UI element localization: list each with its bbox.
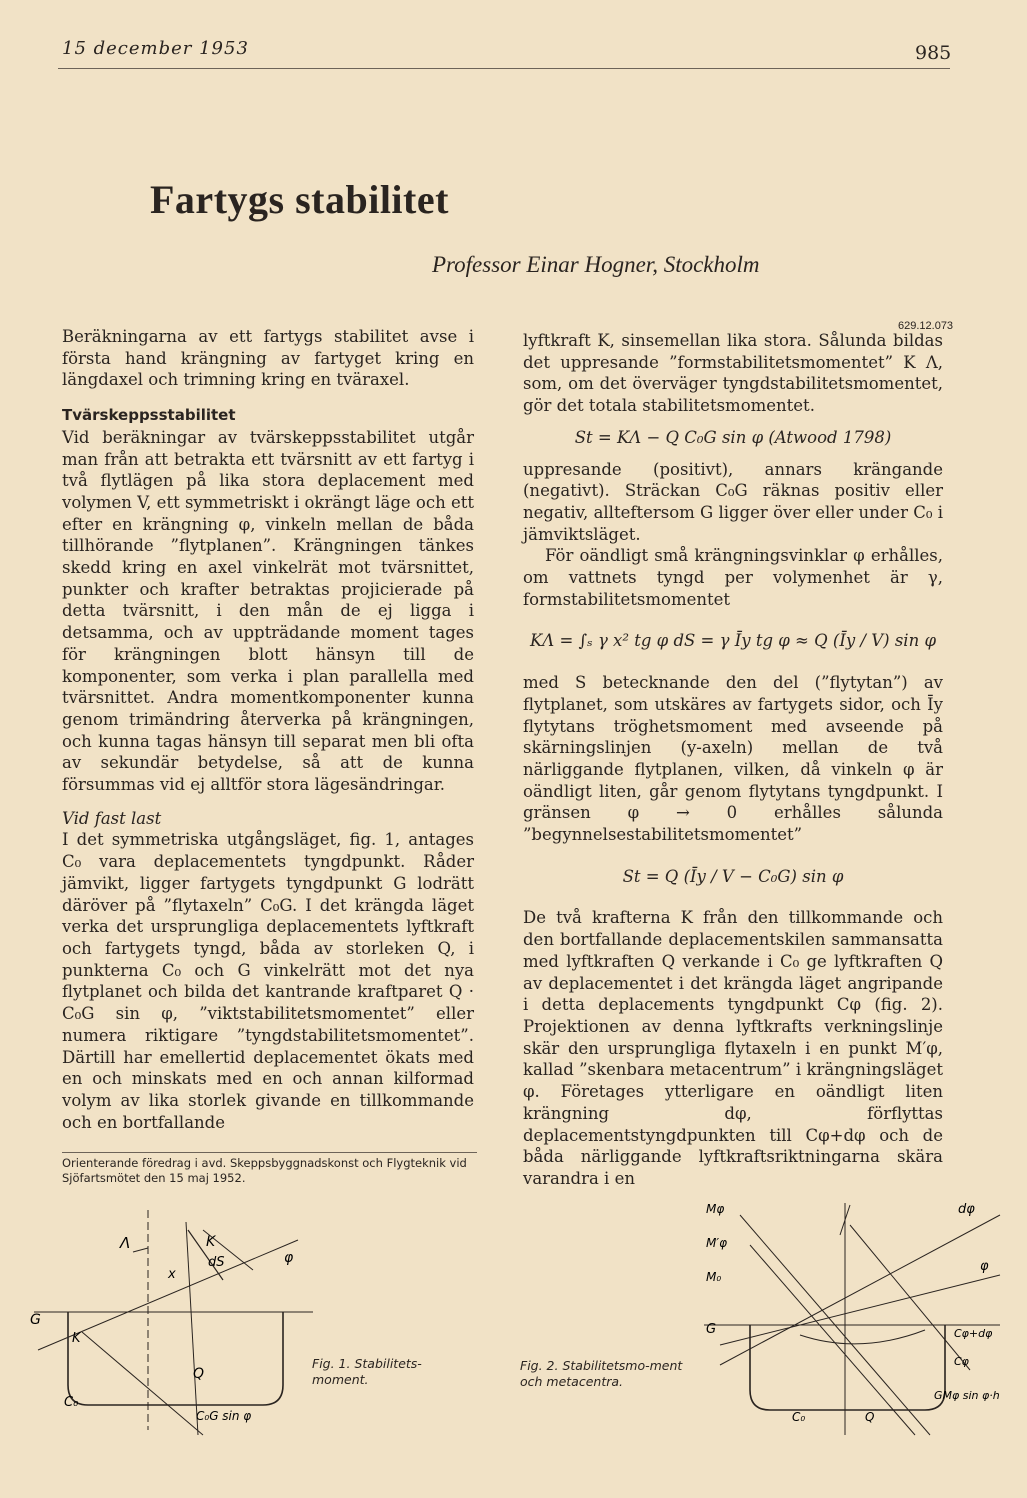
footnote: Orienterande föredrag i avd. Skeppsbyggnadskonst och Flygteknik vid Sjöfartsmötet den 15 maj 1952. — [62, 1152, 477, 1186]
body-paragraph: De två krafterna K från den tillkommande och den bortfallande deplacementskilen sammansatta med lyftkraften Q verkande i C₀ ge lyftkraften Q av deplacementet i det krängda läget angripande i detta deplacements tyngdpunkt Cφ (fig. 2). Projektionen av denna lyftkrafts verkningslinje skär den ursprungliga flytaxeln i en punkt M′φ, kallad ”skenbara metacentrum” i krängningsläget φ. Företages ytterligare en oändligt liten krängning dφ, förflyttas deplacementstyngdpunkten till Cφ+dφ och de båda närliggande lyftkraftsriktningarna skära varandra i en — [523, 908, 943, 1188]
article-title: Fartygs stabilitet — [150, 177, 449, 222]
label-phi: φ — [284, 1250, 294, 1266]
formula-atwood: St = KΛ − Q C₀G sin φ (Atwood 1798) — [574, 427, 892, 447]
article-author: Professor Einar Hogner, Stockholm — [432, 252, 760, 277]
section-heading: Tvärskeppsstabilitet — [62, 406, 236, 425]
udc-code: 629.12.073 — [898, 320, 954, 332]
label-c-phi: Cφ — [954, 1355, 969, 1368]
label-k-top: K — [206, 1234, 216, 1250]
label-c0g: C₀G sin φ — [196, 1409, 252, 1423]
body-paragraph: lyftkraft K, sinsemellan lika stora. Sålunda bildas det uppresande ”formstabilitetsmomentet” K Λ, som, om det överväger tyngdstabilitetsmomentet, gör det totala stabilitetsmomentet. — [523, 331, 943, 416]
label-q: Q — [193, 1366, 205, 1382]
label-m0: M₀ — [706, 1270, 722, 1284]
label-x: x — [168, 1267, 176, 1282]
label-c-phi-dphi: Cφ+dφ — [954, 1327, 993, 1340]
figure-1-caption: Fig. 1. Stabilitets-moment. — [312, 1356, 422, 1387]
body-paragraph: I det symmetriska utgångsläget, fig. 1, antages C₀ vara deplacementets tyngdpunkt. Råder jämvikt, ligger fartygets tyngdpunkt G lodrätt däröver på ”flytaxeln” C₀G. I det krängda läget verka det ursprungliga deplacementets lyftkraft och fartygets tyngd, båda av storleken Q, i punkterna C₀ och G vinkelrätt mot det nya flytplanet och bilda det kantrande kraftparet Q · C₀G sin φ, ”viktstabilitetsmomentet” eller numera riktigare ”tyngdstabilitetsmomentet”. Därtill har emellertid deplacementet ökats med en och minskats med en och annan kilformad volym av lika storlek givande en tillkommande och en bortfallande — [62, 830, 474, 1132]
body-paragraph: med S betecknande den del (”flytytan”) av flytplanet, som utskäres av fartygets sidor, och Īy flytytans tröghetsmoment med avseende på skärningslinjen (y-axeln) mellan de två närliggande flytplanen, vilken, då vinkeln φ är oändligt liten, går genom flytytans tyngdpunkt. I gränsen φ → 0 erhålles sålunda ”begynnelsestabilitetsmomentet” — [523, 673, 943, 845]
label-c0: C₀ — [64, 1395, 79, 1410]
hull-outline — [750, 1325, 945, 1410]
figure-1-diagram — [28, 1200, 318, 1440]
label-ds: dS — [208, 1255, 225, 1270]
trace-line — [850, 1225, 970, 1370]
label-g: G — [706, 1322, 717, 1337]
label-lambda: Λ — [120, 1234, 131, 1252]
label-c0: C₀ — [792, 1410, 806, 1424]
left-column — [62, 326, 474, 1133]
lever-lambda — [133, 1248, 148, 1252]
force-line — [82, 1332, 203, 1435]
label-m-prime-phi: M′φ — [706, 1236, 727, 1250]
figure-2-caption: Fig. 2. Stabilitetsmo-ment och metacentra. — [520, 1358, 683, 1389]
figure-2-diagram — [700, 1195, 1018, 1445]
formula-form-stability: KΛ = ∫ₛ γ x² tg φ dS = γ Īy tg φ ≈ Q (Īy / V) sin φ — [529, 631, 936, 651]
metacentric-curve — [800, 1330, 925, 1344]
label-m-phi: Mφ — [706, 1202, 725, 1216]
label-phi: φ — [980, 1259, 989, 1274]
header-rule — [58, 68, 950, 69]
hull-outline — [68, 1312, 283, 1405]
body-paragraph: uppresande (positivt), annars krängande (negativt). Sträckan C₀G räknas positiv eller negativ, allteftersom G ligger över eller under C₀ i jämviktsläget. — [523, 459, 943, 544]
intro-paragraph: Beräkningarna av ett fartygs stabilitet avse i första hand krängning av fartyget kring en längdaxel och trimning kring en tväraxel. — [62, 327, 474, 390]
label-q: Q — [865, 1410, 875, 1424]
body-paragraph: Vid beräkningar av tvärskeppsstabilitet utgår man från att betrakta ett tvärsnitt av ett fartyg i två flytlägen på lika stora deplacement med volymen V, ett symmetriskt i okrängt läge och ett efter en krängning φ, vinkeln mellan de båda tillhörande ”flytplanen”. Krängningen tänkes skedd kring en axel vinkelrät mot tvärsnittet, punkter och krafter betraktas projicierade på detta tvärsnitt, i den mån de ej ligga i detsamma, och av uppträdande moment tages för krängningen blott hänsyn till de komponenter, som verka i plan parallella med tvärsnittet. Andra momentkomponenter kunna genom trimändring återverka på krängningen, och kunna tagas hänsyn till separat men bli ofta av sekundär betydelse, så att de kunna försummas vid ej alltför stora lägesändringar. — [62, 427, 474, 795]
label-g: G — [30, 1312, 41, 1328]
body-paragraph: För oändligt små krängningsvinklar φ erhålles, om vattnets tyngd per volymenhet är γ, formstabilitetsmomentet — [523, 546, 943, 609]
label-k-left: K — [72, 1331, 81, 1346]
header-date: 15 december 1953 — [62, 38, 249, 59]
subsection-heading: Vid fast last — [62, 808, 162, 828]
page-number: 985 — [915, 42, 952, 64]
formula-initial-stability: St = Q (Īy / V − C₀G) sin φ — [622, 866, 844, 886]
label-gm: GMφ sin φ·h — [934, 1389, 1000, 1402]
heeled-axis — [186, 1222, 198, 1435]
label-d-phi: dφ — [958, 1202, 975, 1217]
right-column — [523, 330, 943, 1190]
